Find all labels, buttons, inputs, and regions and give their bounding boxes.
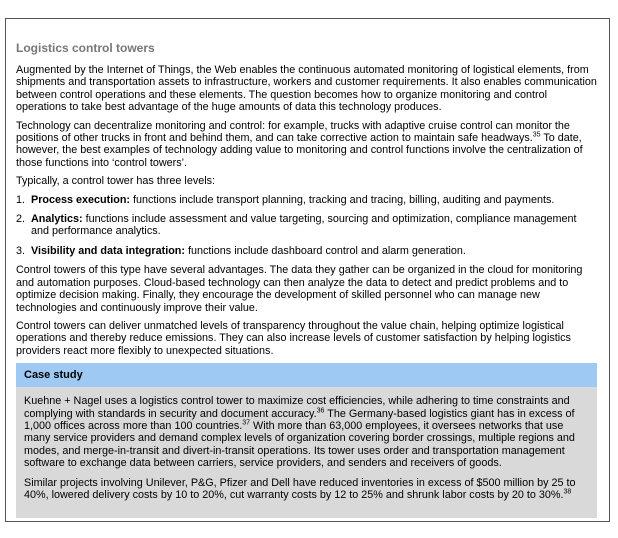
paragraph-decentralize-text-a: Technology can decentralize monitoring and control: for example, trucks with adaptive cruise control can monitor the positions of other trucks in front and behind them, and can take corrective action to maintain safe headways.	[16, 119, 570, 145]
document-content	[6, 19, 609, 518]
list-item-number: 1.	[16, 193, 26, 206]
section-title: Logistics control towers	[16, 41, 155, 55]
case-study-text-c: With more than 63,000 employees, it oversees networks that use many service providers and demand complex levels of organization covering border crossings, multiple regions and modes, and merge-in-transit and divert-in-transit operations. Its tower uses order and transportation management software to exchange data between carriers, service providers, and senders and receivers of goods.	[24, 419, 575, 470]
document-page	[5, 18, 610, 522]
paragraph-decentralize	[16, 120, 597, 170]
list-item	[16, 213, 597, 238]
case-study-text-a: Kuehne + Nagel uses a logistics control tower to maximize cost efficiencies, while adhering to time constraints and complying with standards in security and document accuracy.	[24, 395, 570, 420]
case-study-text-d: Similar projects involving Unilever, P&G, Pfizer and Dell have reduced inventories in excess of $500 million by 25 to 40%, lowered delivery costs by 10 to 20%, cut warranty costs by 12 to 25% and shrunk labor costs by 20 to 30%.	[24, 476, 576, 501]
list-item-number: 3.	[16, 244, 26, 257]
case-study-header: Case study	[16, 363, 597, 387]
footnote-ref-35[interactable]: 35	[532, 131, 541, 139]
paragraph-decentralize-text-b: To date, however, the best examples of technology adding value to monitoring and control functions involve the centralization of those functions into ‘control towers’.	[16, 132, 583, 169]
case-study-paragraph-similar	[24, 477, 585, 502]
list-item	[16, 194, 597, 206]
list-item-term: Analytics:	[31, 213, 83, 226]
case-study-body	[16, 387, 597, 518]
list-item-text: functions include transport planning, tracking and tracing, billing, auditing and payments.	[130, 193, 555, 206]
paragraph-levels-intro: Typically, a control tower has three levels:	[16, 175, 216, 188]
case-study-text-b: The Germany-based logistics giant has in excess of 1,000 offices across more than 100 countries.	[24, 407, 575, 432]
list-item-text: functions include dashboard control and alarm generation.	[184, 244, 466, 257]
list-item-number: 2.	[16, 213, 26, 226]
levels-list	[16, 194, 597, 258]
case-study-paragraph-kuehne	[24, 395, 585, 469]
paragraph-advantages: Control towers of this type have several advantages. The data they gather can be organized in the cloud for monitoring and automation purposes. Cloud-based technology can then analyze the data to detect and predict problems and to optimize decision making. Finally, they encourage the development of skilled personnel who can manage new technologies and continuously improve their value.	[16, 264, 583, 314]
paragraph-transparency: Control towers can deliver unmatched levels of transparency throughout the value chain, helping optimize logistical operations and thereby reduce emissions. They can also increase levels of customer satisfaction by helping logistics providers react more flexibly to unexpected situations.	[16, 319, 571, 357]
paragraph-intro: Augmented by the Internet of Things, the Web enables the continuous automated monitoring of logistical elements, from shipments and transportation assets to infrastructure, workers and customer requirements. It also enables communication between control operations and these elements. The question becomes how to organize monitoring and control operations to take best advantage of the huge amounts of data this technology produces.	[16, 64, 597, 114]
footnote-ref-37[interactable]: 37	[242, 419, 251, 427]
list-item-term: Visibility and data integration:	[31, 244, 185, 257]
list-item-term: Process execution:	[31, 193, 131, 206]
list-item-text: functions include assessment and value targeting, sourcing and optimization, compliance management and performance analytics.	[31, 213, 577, 238]
footnote-ref-36[interactable]: 36	[316, 406, 325, 414]
list-item	[16, 245, 597, 257]
footnote-ref-38[interactable]: 38	[563, 488, 572, 496]
